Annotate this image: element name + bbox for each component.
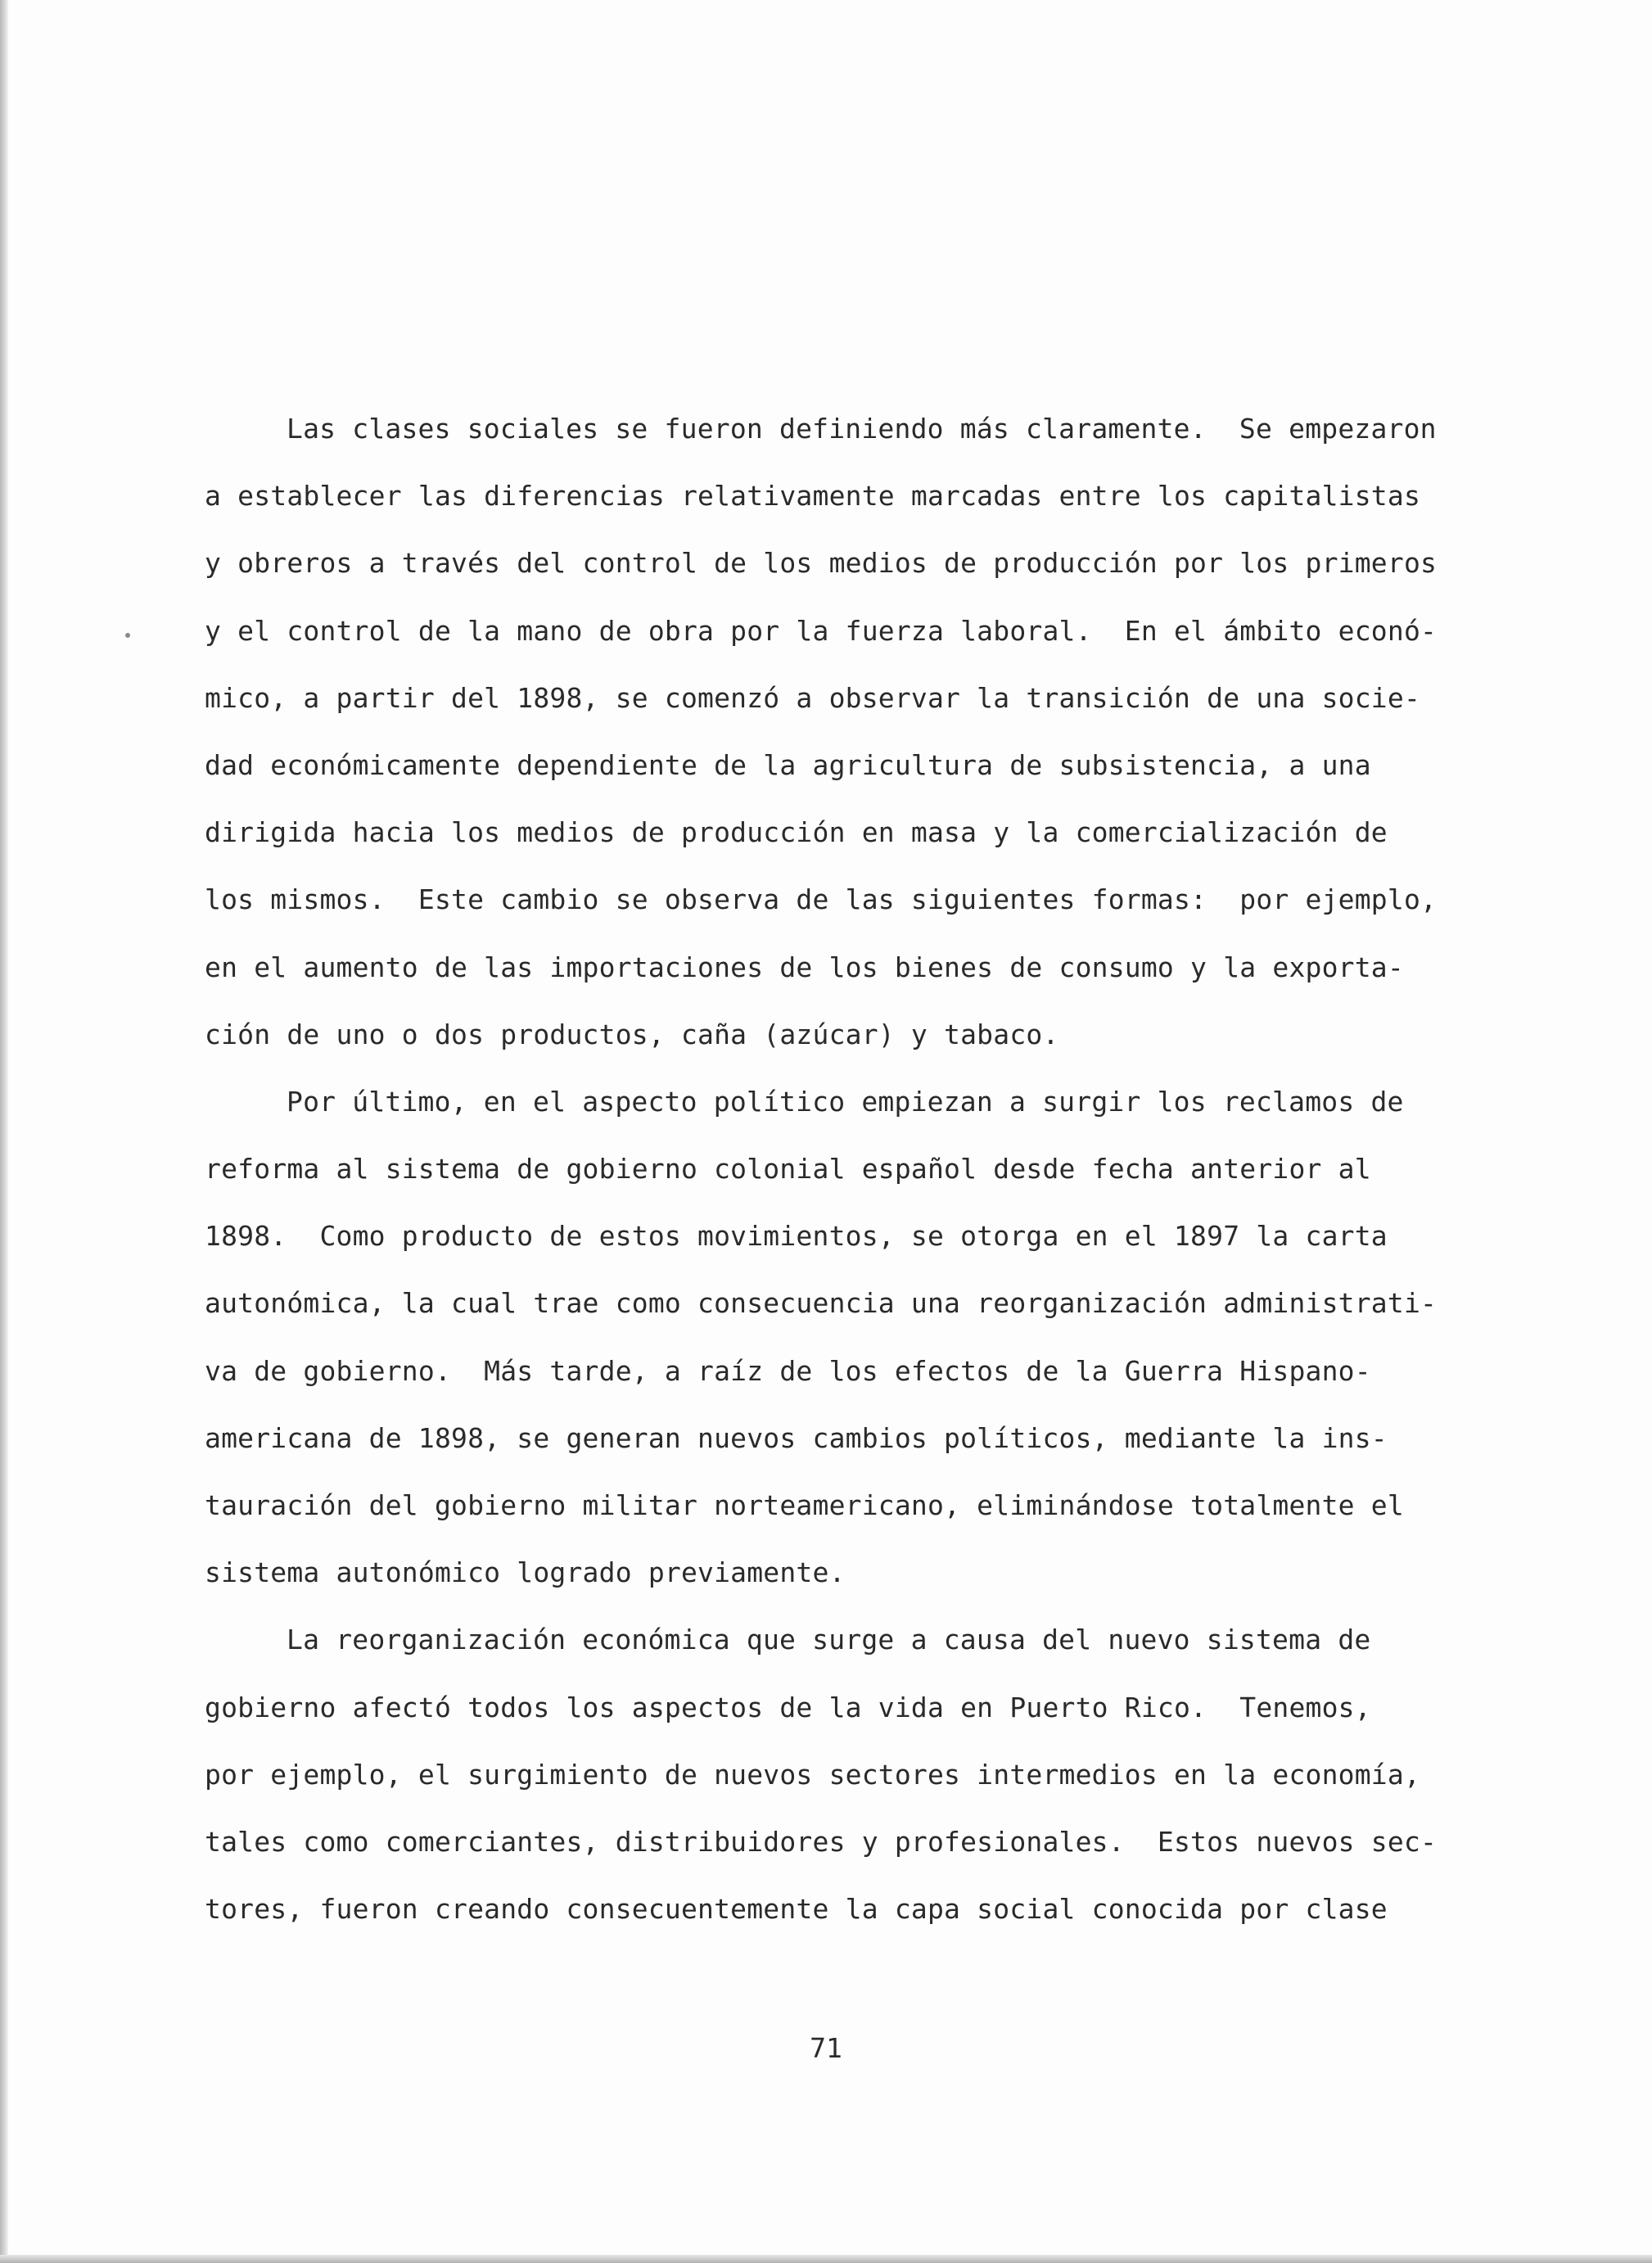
text-line: Las clases sociales se fueron definiendo más claramente. Se empezaron — [287, 413, 1437, 445]
scan-speck — [125, 633, 130, 638]
text-line: tores, fueron creando consecuentemente la capa social conocida por clase — [205, 1893, 1388, 1926]
text-line: y obreros a través del control de los medios de producción por los primeros — [205, 547, 1438, 580]
text-line: americana de 1898, se generan nuevos cambios políticos, mediante la ins- — [205, 1421, 1388, 1454]
text-line: en el aumento de las importaciones de los bienes de consumo y la exporta- — [205, 951, 1404, 983]
page-number: 71 — [810, 2032, 842, 2064]
text-line: ción de uno o dos productos, caña (azúcar) y tabaco. — [205, 1018, 1059, 1050]
text-line: tauración del gobierno militar norteamericano, eliminándose totalmente el — [205, 1489, 1404, 1521]
text-line: 1898. Como producto de estos movimientos, se otorga en el 1897 la carta — [205, 1220, 1388, 1253]
text-line: dirigida hacia los medios de producción en masa y la comercialización de — [205, 816, 1388, 849]
text-line: Por último, en el aspecto político empiezan a surgir los reclamos de — [287, 1085, 1404, 1118]
text-line: reforma al sistema de gobierno colonial español desde fecha anterior al — [205, 1153, 1371, 1186]
body-text — [205, 404, 1465, 1952]
text-line: gobierno afectó todos los aspectos de la vida en Puerto Rico. Tenemos, — [205, 1691, 1371, 1723]
text-line: La reorganización económica que surge a causa del nuevo sistema de — [287, 1624, 1371, 1656]
text-line: sistema autonómico logrado previamente. — [205, 1556, 846, 1589]
text-line: a establecer las diferencias relativamente marcadas entre los capitalistas — [205, 480, 1421, 513]
text-line: tales como comerciantes, distribuidores y profesionales. Estos nuevos sec- — [205, 1825, 1438, 1858]
text-line: por ejemplo, el surgimiento de nuevos sectores intermedios en la economía, — [205, 1758, 1421, 1791]
text-line: autonómica, la cual trae como consecuencia una reorganización administrati- — [205, 1287, 1438, 1320]
text-line: dad económicamente dependiente de la agricultura de subsistencia, a una — [205, 748, 1371, 781]
text-line: mico, a partir del 1898, se comenzó a observar la transición de una socie- — [205, 681, 1421, 714]
text-line: va de gobierno. Más tarde, a raíz de los efectos de la Guerra Hispano- — [205, 1354, 1371, 1387]
page-left-edge — [0, 0, 8, 2263]
page-bottom-edge — [0, 2255, 1652, 2263]
text-line: y el control de la mano de obra por la fuerza laboral. En el ámbito econó- — [205, 614, 1438, 647]
text-line: los mismos. Este cambio se observa de las siguientes formas: por ejemplo, — [205, 883, 1438, 916]
